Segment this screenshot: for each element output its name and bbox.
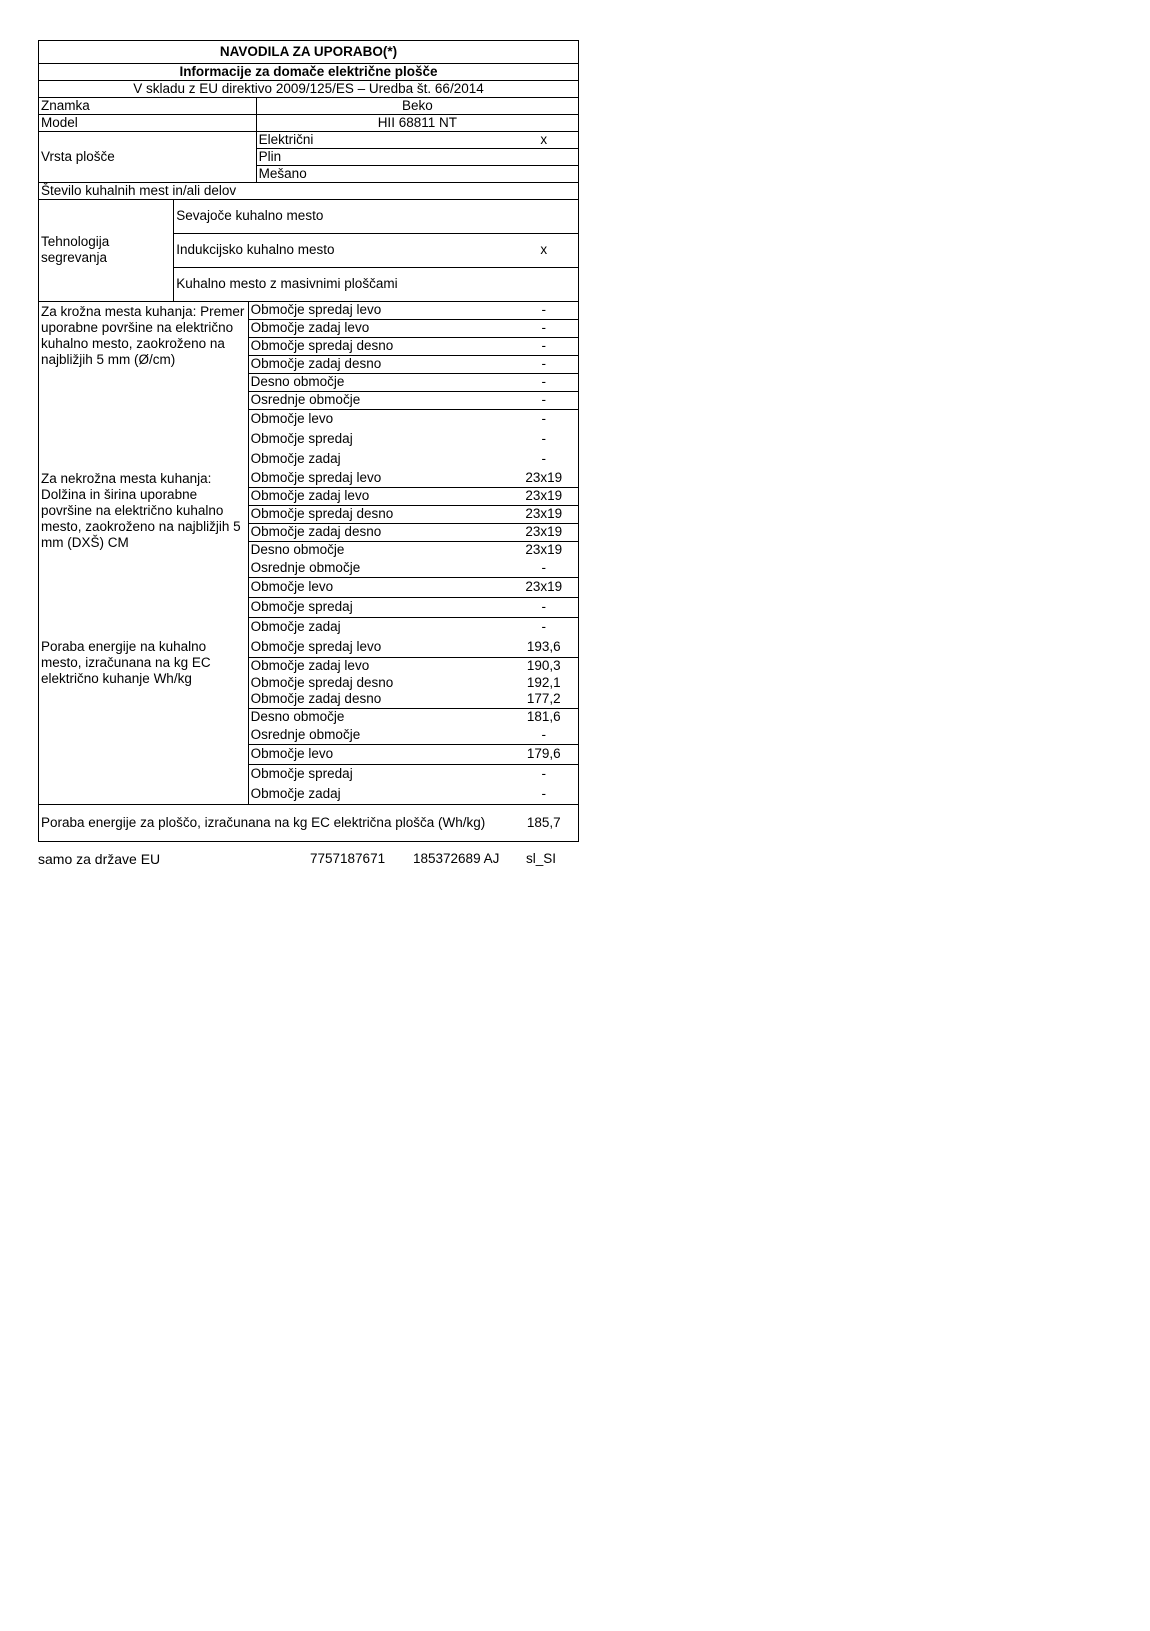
zone-name: Območje zadaj xyxy=(248,784,509,804)
zone-value: 190,3 xyxy=(510,657,579,674)
zone-name: Območje zadaj desno xyxy=(248,691,509,708)
document-subtitle: Informacije za domače električne plošče xyxy=(39,63,579,80)
zone-name: Območje spredaj levo xyxy=(248,469,509,487)
zone-name: Območje levo xyxy=(248,577,509,597)
zone-value: 23x19 xyxy=(510,505,579,523)
zone-name: Območje spredaj levo xyxy=(248,301,509,319)
energy-total-label: Poraba energije za ploščo, izračunana na kg EC električna plošča (Wh/kg) xyxy=(39,804,510,841)
plate-type-mark: x xyxy=(510,131,579,148)
energy-zone-label: Poraba energije na kuhalno mesto, izračunana na kg EC električno kuhanje Wh/kg xyxy=(39,637,248,804)
zone-value: 23x19 xyxy=(510,487,579,505)
zone-name: Območje spredaj levo xyxy=(248,637,509,657)
heating-tech-mark xyxy=(510,199,579,233)
brand-value: Beko xyxy=(256,97,578,114)
zone-value: - xyxy=(510,337,579,355)
zone-value: 23x19 xyxy=(510,523,579,541)
zone-name: Območje zadaj levo xyxy=(248,319,509,337)
zone-value: - xyxy=(510,409,579,429)
zone-value: 23x19 xyxy=(510,577,579,597)
zone-name: Osrednje območje xyxy=(248,726,509,744)
zone-value: 181,6 xyxy=(510,708,579,726)
model-label: Model xyxy=(39,114,256,131)
zone-name: Osrednje območje xyxy=(248,391,509,409)
directive-line: V skladu z EU direktivo 2009/125/ES – Uredba št. 66/2014 xyxy=(39,80,579,97)
zone-name: Območje levo xyxy=(250,411,334,427)
zone-value: 179,6 xyxy=(510,744,579,764)
zone-value: - xyxy=(510,617,579,637)
zone-value: 23x19 xyxy=(510,469,579,487)
heating-tech-option: Sevajoče kuhalno mesto xyxy=(174,199,510,233)
zone-name: Območje zadaj desno xyxy=(248,355,509,373)
zone-name: Območje spredaj xyxy=(248,597,509,617)
zone-value: 193,6 xyxy=(510,637,579,657)
footer-code-2: 185372689 AJ xyxy=(413,851,500,866)
zone-value: - xyxy=(510,784,579,804)
zone-name: Desno območje xyxy=(248,373,509,391)
zone-value: - xyxy=(510,373,579,391)
footer-code-1: 7757187671 xyxy=(310,851,386,866)
heating-tech-mark xyxy=(510,267,579,301)
zone-value: 23x19 xyxy=(510,541,579,559)
zone-name: Območje spredaj desno xyxy=(250,674,394,690)
plate-type-label: Vrsta plošče xyxy=(39,131,256,182)
zone-value: - xyxy=(510,764,579,784)
heating-tech-label: Tehnologija segrevanja xyxy=(39,199,174,301)
zone-value: - xyxy=(510,391,579,409)
zone-value: - xyxy=(510,449,579,469)
zone-name: Osrednje območje xyxy=(248,559,509,577)
plate-type-mark xyxy=(510,148,579,165)
zone-name: Območje spredaj desno xyxy=(248,505,509,523)
model-value: HII 68811 NT xyxy=(256,114,578,131)
zone-value: - xyxy=(510,319,579,337)
zone-name: Območje spredaj xyxy=(250,766,353,782)
zone-value: 177,2 xyxy=(510,691,579,708)
noncircular-zones-label: Za nekrožna mesta kuhanja: Dolžina in širina uporabne površine na električno kuhalno mesto, zaokroženo na najbližjih 5 mm (DXŠ) CM xyxy=(39,469,248,637)
zone-name: Desno območje xyxy=(250,709,345,725)
zone-name: Območje spredaj desno xyxy=(248,337,509,355)
zone-name: Območje zadaj xyxy=(250,451,341,466)
plate-type-option: Plin xyxy=(256,148,509,165)
zone-value: - xyxy=(510,355,579,373)
footer-locale: sl_SI xyxy=(526,851,557,866)
heating-tech-option: Kuhalno mesto z masivnimi ploščami xyxy=(174,267,510,301)
zone-value: - xyxy=(510,301,579,319)
plate-type-option: Mešano xyxy=(256,165,509,182)
zone-name: Območje zadaj desno xyxy=(248,523,509,541)
plate-type-mark xyxy=(510,165,579,182)
zone-value: - xyxy=(510,597,579,617)
document-title: NAVODILA ZA UPORABO(*) xyxy=(39,41,579,63)
zones-count-label: Število kuhalnih mest in/ali delov xyxy=(39,182,579,199)
zone-value: - xyxy=(510,559,579,577)
zone-name: Območje zadaj levo xyxy=(250,657,370,673)
zone-name: Območje levo xyxy=(248,744,509,764)
zone-value: - xyxy=(510,726,579,744)
energy-total-value: 185,7 xyxy=(510,804,579,841)
footer-eu-note: samo za države EU xyxy=(38,851,161,867)
zone-name: Območje spredaj xyxy=(250,431,353,446)
plate-type-option: Električni xyxy=(256,131,509,148)
circular-zones-label: Za krožna mesta kuhanja: Premer uporabne površine na električno kuhalno mesto, zaokroženo na najbližjih 5 mm (Ø/cm) xyxy=(39,301,248,469)
zone-name: Desno območje xyxy=(250,542,345,558)
zone-value: 192,1 xyxy=(510,674,579,691)
heating-tech-mark: x xyxy=(510,233,579,267)
zone-value: - xyxy=(510,429,579,449)
zone-name: Območje zadaj levo xyxy=(248,487,509,505)
heating-tech-option: Indukcijsko kuhalno mesto xyxy=(174,233,510,267)
zone-name: Območje zadaj xyxy=(250,619,341,635)
energy-info-table xyxy=(38,40,579,842)
brand-label: Znamka xyxy=(39,97,256,114)
